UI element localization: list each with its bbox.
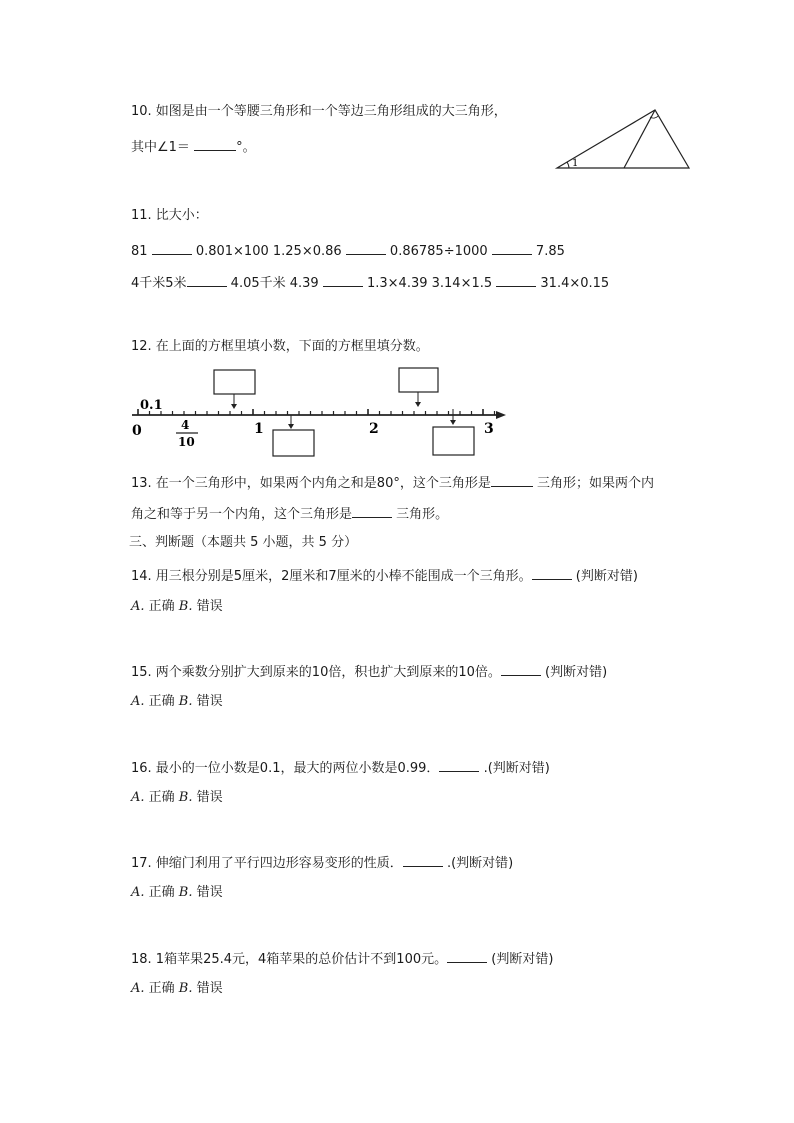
- section-3-title: 三、判断题（本题共 5 小题，共 5 分）: [129, 535, 358, 550]
- q14-line: [131, 565, 638, 586]
- compare-blank[interactable]: [346, 240, 386, 255]
- fraction-denominator: 10: [178, 435, 195, 449]
- option-b-letter: B.: [178, 694, 193, 709]
- q14-blank[interactable]: [532, 565, 572, 580]
- tick-label-0: 0: [132, 423, 142, 439]
- q10-line1: [131, 103, 507, 121]
- q16-blank[interactable]: [439, 757, 479, 772]
- option-a-letter: A.: [131, 981, 145, 996]
- bottom-box-2[interactable]: [433, 427, 474, 455]
- q11-expr: 0.801×100 1.25×0.86: [191, 244, 346, 259]
- q11-expr: 31.4×0.15: [536, 276, 610, 291]
- tick-label-3: 3: [484, 421, 494, 437]
- top-box-1[interactable]: [214, 370, 255, 394]
- q10-text: 10. 如图是由一个等腰三角形和一个等边三角形组成的大三角形，: [131, 104, 507, 119]
- q11-expr: 81: [131, 244, 152, 259]
- bottom-box-1[interactable]: [273, 430, 314, 456]
- q16-suffix: .(判断对错): [479, 761, 550, 776]
- q11-row2: [131, 272, 609, 293]
- angle-1-label: 1: [572, 158, 579, 169]
- q17-suffix: .(判断对错): [442, 856, 514, 871]
- top-box-2[interactable]: [399, 368, 438, 392]
- bottom-arrow-head-2: [450, 420, 456, 425]
- bottom-arrow-head-1: [288, 424, 294, 429]
- q15-text: 15. 两个乘数分别扩大到原来的10倍，积也扩大到原来的10倍。: [131, 665, 501, 680]
- option-b-letter: B.: [178, 599, 193, 614]
- q11-expr: 7.85: [531, 244, 565, 259]
- number-line-figure: [128, 362, 518, 458]
- option-b-wrong[interactable]: 错误: [192, 981, 223, 996]
- compare-blank[interactable]: [152, 240, 192, 255]
- option-a-letter: A.: [131, 599, 145, 614]
- q15-suffix: (判断对错): [540, 665, 608, 680]
- q10-line2: [131, 136, 256, 157]
- q11-expr: 0.86785÷1000: [385, 244, 492, 259]
- compare-blank[interactable]: [492, 240, 532, 255]
- q10-answer-blank[interactable]: [194, 136, 236, 151]
- option-b-letter: B.: [178, 885, 193, 900]
- q13-line2: [131, 503, 448, 524]
- q11-title-text: 11. 比大小：: [131, 208, 208, 223]
- option-b-wrong[interactable]: 错误: [192, 599, 223, 614]
- q15-line: [131, 661, 607, 682]
- axis-arrow: [496, 411, 506, 419]
- q10-text-pre: 其中∠1＝: [131, 140, 195, 155]
- q16-options: [131, 789, 223, 807]
- q13-text: 13. 在一个三角形中，如果两个内角之和是80°，这个三角形是: [131, 476, 491, 491]
- q15-options: [131, 693, 223, 711]
- q10-text-post: °。: [236, 140, 256, 155]
- angle-arc: [567, 162, 569, 168]
- tick-label-2: 2: [369, 421, 379, 437]
- q17-blank[interactable]: [403, 852, 443, 867]
- q14-options: [131, 598, 223, 616]
- top-arrow-head-1: [231, 404, 237, 409]
- q18-line: [131, 948, 553, 969]
- option-b-wrong[interactable]: 错误: [192, 694, 223, 709]
- q11-row1: [131, 240, 565, 261]
- compare-blank[interactable]: [187, 272, 227, 287]
- option-a-correct[interactable]: 正确: [144, 694, 179, 709]
- compare-blank[interactable]: [496, 272, 536, 287]
- option-a-letter: A.: [131, 694, 145, 709]
- section-3-heading: [129, 534, 357, 552]
- option-b-letter: B.: [178, 790, 193, 805]
- option-b-wrong[interactable]: 错误: [192, 790, 223, 805]
- q11-expr: 4千米5米: [131, 276, 187, 291]
- q11-expr: 1.3×4.39 3.14×1.5: [362, 276, 497, 291]
- q18-options: [131, 980, 223, 998]
- q15-blank[interactable]: [501, 661, 541, 676]
- q12-line: [131, 338, 429, 356]
- q13-line1: [131, 472, 654, 493]
- q13-blank-2[interactable]: [352, 503, 392, 518]
- option-a-correct[interactable]: 正确: [144, 599, 179, 614]
- tick-label-1: 1: [254, 421, 264, 437]
- option-a-letter: A.: [131, 885, 145, 900]
- q12-text: 12. 在上面的方框里填小数，下面的方框里填分数。: [131, 339, 429, 354]
- q14-text: 14. 用三根分别是5厘米，2厘米和7厘米的小棒不能围成一个三角形。: [131, 569, 532, 584]
- compare-blank[interactable]: [323, 272, 363, 287]
- fraction-numerator: 4: [181, 418, 190, 432]
- q17-options: [131, 884, 223, 902]
- q13-text: 角之和等于另一个内角，这个三角形是: [131, 507, 353, 522]
- option-b-wrong[interactable]: 错误: [192, 885, 223, 900]
- q18-suffix: (判断对错): [487, 952, 554, 967]
- top-arrow-head-2: [415, 402, 421, 407]
- q16-text: 16. 最小的一位小数是0.1，最大的两位小数是0.99．: [131, 761, 440, 776]
- triangle-figure: [550, 102, 700, 174]
- option-b-letter: B.: [178, 981, 193, 996]
- q18-text: 18. 1箱苹果25.4元，4箱苹果的总价估计不到100元。: [131, 952, 448, 967]
- q18-blank[interactable]: [447, 948, 487, 963]
- q11-title: [131, 207, 208, 225]
- tick-label-0-1: 0.1: [140, 398, 163, 413]
- q16-line: [131, 757, 550, 778]
- option-a-correct[interactable]: 正确: [144, 790, 179, 805]
- q13-text: 三角形；如果两个内: [532, 476, 654, 491]
- q17-line: [131, 852, 513, 873]
- q13-blank-1[interactable]: [491, 472, 533, 487]
- option-a-correct[interactable]: 正确: [144, 885, 179, 900]
- q14-suffix: (判断对错): [571, 569, 638, 584]
- q11-expr: 4.05千米 4.39: [226, 276, 323, 291]
- q17-text: 17. 伸缩门利用了平行四边形容易变形的性质．: [131, 856, 403, 871]
- q13-text: 三角形。: [392, 507, 449, 522]
- option-a-letter: A.: [131, 790, 145, 805]
- option-a-correct[interactable]: 正确: [144, 981, 179, 996]
